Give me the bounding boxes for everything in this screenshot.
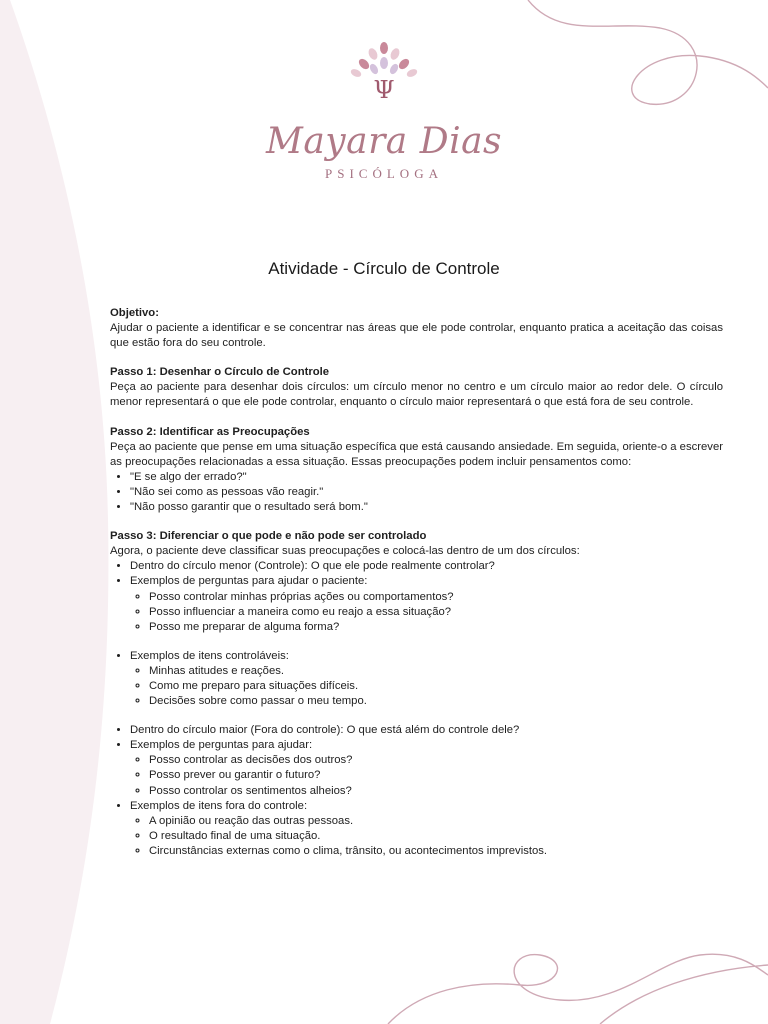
list-item: [130, 649, 723, 709]
brand-role: PSICÓLOGA: [325, 166, 443, 181]
step1-text: Peça ao paciente para desenhar dois círculos: um círculo menor no centro e um círculo maior ao redor dele. O círculo menor representará o que ele pode controlar, enquanto o círculo maior representará o que está fora de seu controle.: [110, 381, 723, 409]
list-item-label: Exemplos de itens fora do controle:: [130, 799, 308, 812]
objective-text: Ajudar o paciente a identificar e se concentrar nas áreas que ele pode controlar, enquanto pratica a aceitação das coisas que estão fora do seu controle.: [110, 322, 723, 350]
list-item-label: Exemplos de itens controláveis:: [130, 649, 289, 662]
list-item-label: Exemplos de perguntas para ajudar o paciente:: [130, 575, 368, 588]
list-item: [130, 574, 723, 634]
outer-items-list: [130, 814, 723, 859]
inner-questions-list: [130, 590, 723, 635]
document-body: [110, 306, 723, 873]
list-item: ◦ Posso influenciar a maneira como eu reajo a essa situação?: [149, 605, 723, 620]
objective-heading: Objetivo:: [110, 307, 159, 319]
tree-psi-logo-icon: [339, 40, 429, 106]
list-item: • Dentro do círculo maior (Fora do controle): O que está além do controle dele?: [130, 723, 723, 738]
step1-heading: Passo 1: Desenhar o Círculo de Controle: [110, 366, 330, 379]
list-item: ◦ O resultado final de uma situação.: [149, 829, 723, 844]
list-item: • "E se algo der errado?": [130, 470, 723, 485]
outer-circle-list: [110, 723, 723, 859]
list-item: • Dentro do círculo menor (Controle): O que ele pode realmente controlar?: [130, 559, 723, 574]
list-item: [130, 738, 723, 798]
inner-circle-list: [110, 559, 723, 634]
list-item: ◦ Posso me preparar de alguma forma?: [149, 620, 723, 635]
step2-text: Peça ao paciente que pense em uma situação específica que está causando ansiedade. Em seguida, oriente-o a escrever as preocupações relacionadas a essa situação. Essas preocupações podem incluir pensamentos como:: [110, 440, 723, 468]
inner-examples-list: [110, 649, 723, 709]
step3-section: [110, 529, 723, 859]
step2-heading: Passo 2: Identificar as Preocupações: [110, 425, 310, 438]
list-item: ◦ Posso controlar os sentimentos alheios?: [149, 784, 723, 799]
list-item: ◦ Circunstâncias externas como o clima, trânsito, ou acontecimentos imprevistos.: [149, 844, 723, 859]
brand-logo: [0, 40, 768, 182]
step3-intro: Agora, o paciente deve classificar suas preocupações e colocá-las dentro de um dos círculos:: [110, 545, 580, 558]
list-item: [130, 799, 723, 859]
outer-questions-list: [130, 753, 723, 798]
list-item: ◦ A opinião ou reação das outras pessoas.: [149, 814, 723, 829]
list-item: ◦ Minhas atitudes e reações.: [149, 664, 723, 679]
step2-section: [110, 425, 723, 516]
objective-section: [110, 306, 723, 351]
step2-thought-list: [110, 470, 723, 515]
list-item-label: Exemplos de perguntas para ajudar:: [130, 739, 313, 752]
list-item: • "Não posso garantir que o resultado será bom.": [130, 500, 723, 515]
step1-section: [110, 365, 723, 410]
list-item: ◦ Como me preparo para situações difíceis.: [149, 679, 723, 694]
list-item: ◦ Posso controlar as decisões dos outros?: [149, 753, 723, 768]
list-item: ◦ Posso prever ou garantir o futuro?: [149, 768, 723, 783]
step3-heading: Passo 3: Diferenciar o que pode e não pode ser controlado: [110, 530, 427, 543]
brand-name: Mayara Dias: [265, 121, 503, 162]
list-item: • "Não sei como as pessoas vão reagir.": [130, 485, 723, 500]
inner-items-list: [130, 664, 723, 709]
list-item: ◦ Decisões sobre como passar o meu tempo.: [149, 694, 723, 709]
page-title: Atividade - Círculo de Controle: [268, 259, 500, 278]
svg-text:Ψ: Ψ: [373, 76, 395, 104]
list-item: ◦ Posso controlar minhas próprias ações ou comportamentos?: [149, 590, 723, 605]
